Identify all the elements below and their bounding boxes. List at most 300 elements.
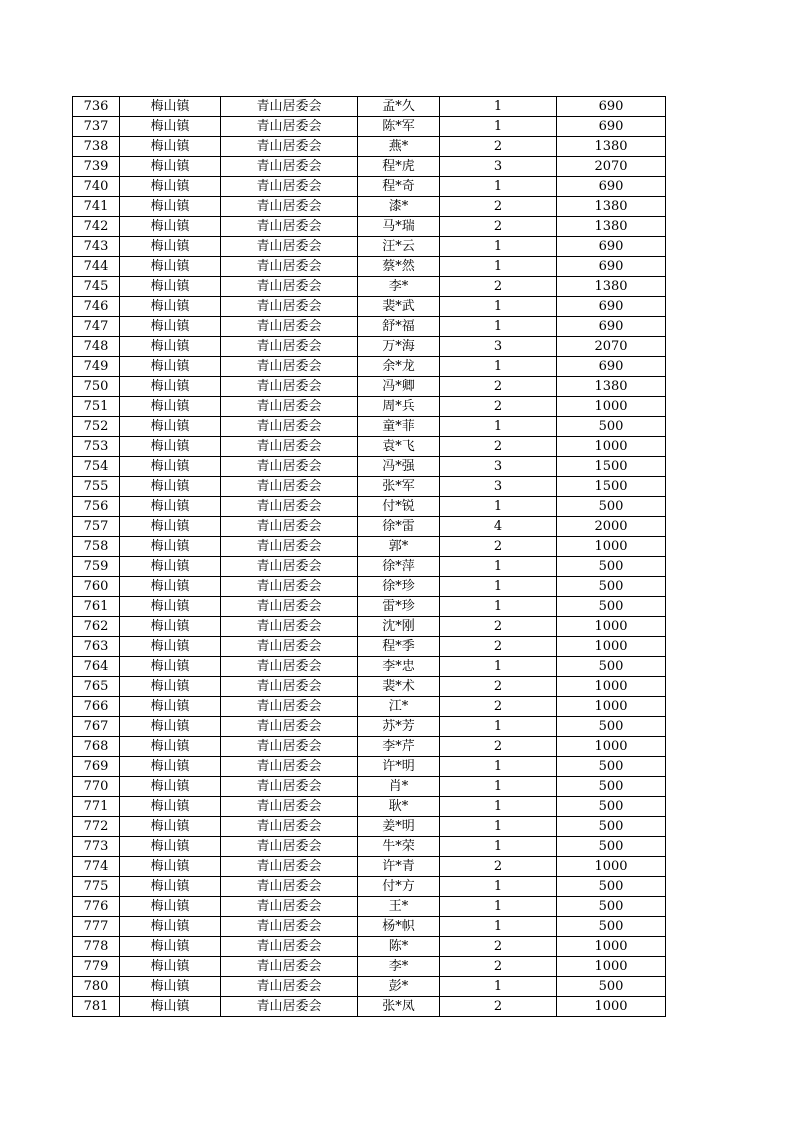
household-count-cell: 3 bbox=[440, 457, 557, 477]
committee-cell: 青山居委会 bbox=[221, 217, 358, 237]
committee-cell: 青山居委会 bbox=[221, 437, 358, 457]
household-count-cell: 1 bbox=[440, 977, 557, 997]
table-row bbox=[73, 317, 666, 337]
household-count-cell: 2 bbox=[440, 637, 557, 657]
town-cell: 梅山镇 bbox=[120, 537, 221, 557]
committee-cell: 青山居委会 bbox=[221, 817, 358, 837]
name-cell: 徐*珍 bbox=[358, 577, 440, 597]
town-cell: 梅山镇 bbox=[120, 557, 221, 577]
town-cell: 梅山镇 bbox=[120, 297, 221, 317]
household-count-cell: 1 bbox=[440, 717, 557, 737]
household-count-cell: 1 bbox=[440, 297, 557, 317]
serial-number-cell: 746 bbox=[73, 297, 120, 317]
serial-number-cell: 763 bbox=[73, 637, 120, 657]
household-count-cell: 1 bbox=[440, 577, 557, 597]
serial-number-cell: 738 bbox=[73, 137, 120, 157]
household-count-cell: 2 bbox=[440, 397, 557, 417]
table-row bbox=[73, 577, 666, 597]
amount-cell: 1000 bbox=[557, 397, 666, 417]
household-count-cell: 1 bbox=[440, 117, 557, 137]
household-count-cell: 2 bbox=[440, 737, 557, 757]
household-count-cell: 2 bbox=[440, 697, 557, 717]
name-cell: 许*青 bbox=[358, 857, 440, 877]
name-cell: 周*兵 bbox=[358, 397, 440, 417]
table-row bbox=[73, 217, 666, 237]
amount-cell: 1000 bbox=[557, 857, 666, 877]
household-count-cell: 1 bbox=[440, 237, 557, 257]
amount-cell: 500 bbox=[557, 777, 666, 797]
amount-cell: 1380 bbox=[557, 217, 666, 237]
table-row bbox=[73, 557, 666, 577]
name-cell: 汪*云 bbox=[358, 237, 440, 257]
amount-cell: 2070 bbox=[557, 157, 666, 177]
table-row bbox=[73, 397, 666, 417]
amount-cell: 500 bbox=[557, 577, 666, 597]
town-cell: 梅山镇 bbox=[120, 857, 221, 877]
roster-table bbox=[72, 96, 666, 1017]
household-count-cell: 1 bbox=[440, 877, 557, 897]
table-row bbox=[73, 137, 666, 157]
town-cell: 梅山镇 bbox=[120, 97, 221, 117]
amount-cell: 500 bbox=[557, 897, 666, 917]
town-cell: 梅山镇 bbox=[120, 957, 221, 977]
amount-cell: 1500 bbox=[557, 477, 666, 497]
table-row bbox=[73, 997, 666, 1017]
town-cell: 梅山镇 bbox=[120, 177, 221, 197]
town-cell: 梅山镇 bbox=[120, 157, 221, 177]
serial-number-cell: 752 bbox=[73, 417, 120, 437]
table-row bbox=[73, 517, 666, 537]
town-cell: 梅山镇 bbox=[120, 277, 221, 297]
serial-number-cell: 765 bbox=[73, 677, 120, 697]
amount-cell: 1380 bbox=[557, 137, 666, 157]
serial-number-cell: 747 bbox=[73, 317, 120, 337]
household-count-cell: 1 bbox=[440, 497, 557, 517]
name-cell: 牛*荣 bbox=[358, 837, 440, 857]
amount-cell: 500 bbox=[557, 497, 666, 517]
amount-cell: 2070 bbox=[557, 337, 666, 357]
serial-number-cell: 741 bbox=[73, 197, 120, 217]
table-row bbox=[73, 497, 666, 517]
amount-cell: 1000 bbox=[557, 617, 666, 637]
amount-cell: 500 bbox=[557, 797, 666, 817]
amount-cell: 500 bbox=[557, 917, 666, 937]
committee-cell: 青山居委会 bbox=[221, 477, 358, 497]
serial-number-cell: 772 bbox=[73, 817, 120, 837]
committee-cell: 青山居委会 bbox=[221, 517, 358, 537]
amount-cell: 500 bbox=[557, 977, 666, 997]
table-row bbox=[73, 677, 666, 697]
amount-cell: 1000 bbox=[557, 957, 666, 977]
town-cell: 梅山镇 bbox=[120, 737, 221, 757]
household-count-cell: 1 bbox=[440, 897, 557, 917]
serial-number-cell: 739 bbox=[73, 157, 120, 177]
name-cell: 雷*珍 bbox=[358, 597, 440, 617]
amount-cell: 690 bbox=[557, 257, 666, 277]
amount-cell: 500 bbox=[557, 557, 666, 577]
committee-cell: 青山居委会 bbox=[221, 617, 358, 637]
committee-cell: 青山居委会 bbox=[221, 757, 358, 777]
table-row bbox=[73, 897, 666, 917]
serial-number-cell: 777 bbox=[73, 917, 120, 937]
household-count-cell: 1 bbox=[440, 657, 557, 677]
committee-cell: 青山居委会 bbox=[221, 277, 358, 297]
town-cell: 梅山镇 bbox=[120, 697, 221, 717]
serial-number-cell: 779 bbox=[73, 957, 120, 977]
serial-number-cell: 773 bbox=[73, 837, 120, 857]
household-count-cell: 1 bbox=[440, 97, 557, 117]
town-cell: 梅山镇 bbox=[120, 797, 221, 817]
household-count-cell: 3 bbox=[440, 477, 557, 497]
amount-cell: 690 bbox=[557, 237, 666, 257]
town-cell: 梅山镇 bbox=[120, 217, 221, 237]
town-cell: 梅山镇 bbox=[120, 997, 221, 1017]
town-cell: 梅山镇 bbox=[120, 917, 221, 937]
serial-number-cell: 761 bbox=[73, 597, 120, 617]
document-page bbox=[72, 96, 666, 1017]
name-cell: 沈*刚 bbox=[358, 617, 440, 637]
town-cell: 梅山镇 bbox=[120, 757, 221, 777]
name-cell: 冯*强 bbox=[358, 457, 440, 477]
name-cell: 彭* bbox=[358, 977, 440, 997]
household-count-cell: 1 bbox=[440, 597, 557, 617]
committee-cell: 青山居委会 bbox=[221, 177, 358, 197]
town-cell: 梅山镇 bbox=[120, 337, 221, 357]
household-count-cell: 1 bbox=[440, 817, 557, 837]
name-cell: 付*锐 bbox=[358, 497, 440, 517]
name-cell: 程*奇 bbox=[358, 177, 440, 197]
committee-cell: 青山居委会 bbox=[221, 657, 358, 677]
serial-number-cell: 769 bbox=[73, 757, 120, 777]
table-row bbox=[73, 957, 666, 977]
name-cell: 冯*卿 bbox=[358, 377, 440, 397]
committee-cell: 青山居委会 bbox=[221, 117, 358, 137]
name-cell: 江* bbox=[358, 697, 440, 717]
amount-cell: 1380 bbox=[557, 277, 666, 297]
name-cell: 燕* bbox=[358, 137, 440, 157]
serial-number-cell: 766 bbox=[73, 697, 120, 717]
name-cell: 肖* bbox=[358, 777, 440, 797]
household-count-cell: 2 bbox=[440, 537, 557, 557]
table-row bbox=[73, 617, 666, 637]
amount-cell: 1000 bbox=[557, 937, 666, 957]
household-count-cell: 1 bbox=[440, 797, 557, 817]
household-count-cell: 2 bbox=[440, 217, 557, 237]
committee-cell: 青山居委会 bbox=[221, 457, 358, 477]
serial-number-cell: 762 bbox=[73, 617, 120, 637]
table-row bbox=[73, 417, 666, 437]
name-cell: 许*明 bbox=[358, 757, 440, 777]
name-cell: 李*芹 bbox=[358, 737, 440, 757]
household-count-cell: 1 bbox=[440, 837, 557, 857]
serial-number-cell: 754 bbox=[73, 457, 120, 477]
table-row bbox=[73, 157, 666, 177]
household-count-cell: 2 bbox=[440, 437, 557, 457]
committee-cell: 青山居委会 bbox=[221, 357, 358, 377]
household-count-cell: 1 bbox=[440, 177, 557, 197]
amount-cell: 500 bbox=[557, 837, 666, 857]
household-count-cell: 2 bbox=[440, 997, 557, 1017]
household-count-cell: 1 bbox=[440, 317, 557, 337]
name-cell: 马*瑞 bbox=[358, 217, 440, 237]
town-cell: 梅山镇 bbox=[120, 657, 221, 677]
serial-number-cell: 780 bbox=[73, 977, 120, 997]
table-row bbox=[73, 977, 666, 997]
town-cell: 梅山镇 bbox=[120, 197, 221, 217]
amount-cell: 690 bbox=[557, 177, 666, 197]
table-row bbox=[73, 277, 666, 297]
amount-cell: 500 bbox=[557, 757, 666, 777]
household-count-cell: 1 bbox=[440, 757, 557, 777]
town-cell: 梅山镇 bbox=[120, 437, 221, 457]
table-row bbox=[73, 637, 666, 657]
amount-cell: 500 bbox=[557, 817, 666, 837]
amount-cell: 1000 bbox=[557, 637, 666, 657]
committee-cell: 青山居委会 bbox=[221, 157, 358, 177]
name-cell: 裴*武 bbox=[358, 297, 440, 317]
serial-number-cell: 740 bbox=[73, 177, 120, 197]
committee-cell: 青山居委会 bbox=[221, 257, 358, 277]
name-cell: 万*海 bbox=[358, 337, 440, 357]
serial-number-cell: 737 bbox=[73, 117, 120, 137]
name-cell: 张*凤 bbox=[358, 997, 440, 1017]
serial-number-cell: 758 bbox=[73, 537, 120, 557]
household-count-cell: 2 bbox=[440, 617, 557, 637]
name-cell: 徐*萍 bbox=[358, 557, 440, 577]
town-cell: 梅山镇 bbox=[120, 677, 221, 697]
amount-cell: 690 bbox=[557, 97, 666, 117]
committee-cell: 青山居委会 bbox=[221, 297, 358, 317]
committee-cell: 青山居委会 bbox=[221, 337, 358, 357]
serial-number-cell: 760 bbox=[73, 577, 120, 597]
committee-cell: 青山居委会 bbox=[221, 797, 358, 817]
amount-cell: 1380 bbox=[557, 377, 666, 397]
household-count-cell: 1 bbox=[440, 777, 557, 797]
amount-cell: 500 bbox=[557, 597, 666, 617]
table-row bbox=[73, 437, 666, 457]
name-cell: 童*菲 bbox=[358, 417, 440, 437]
serial-number-cell: 774 bbox=[73, 857, 120, 877]
town-cell: 梅山镇 bbox=[120, 877, 221, 897]
town-cell: 梅山镇 bbox=[120, 237, 221, 257]
roster-table-body bbox=[73, 97, 666, 1017]
committee-cell: 青山居委会 bbox=[221, 977, 358, 997]
household-count-cell: 2 bbox=[440, 137, 557, 157]
name-cell: 漆* bbox=[358, 197, 440, 217]
committee-cell: 青山居委会 bbox=[221, 577, 358, 597]
committee-cell: 青山居委会 bbox=[221, 637, 358, 657]
town-cell: 梅山镇 bbox=[120, 597, 221, 617]
name-cell: 陈*军 bbox=[358, 117, 440, 137]
name-cell: 郭* bbox=[358, 537, 440, 557]
serial-number-cell: 736 bbox=[73, 97, 120, 117]
table-row bbox=[73, 177, 666, 197]
committee-cell: 青山居委会 bbox=[221, 897, 358, 917]
serial-number-cell: 768 bbox=[73, 737, 120, 757]
committee-cell: 青山居委会 bbox=[221, 497, 358, 517]
town-cell: 梅山镇 bbox=[120, 457, 221, 477]
committee-cell: 青山居委会 bbox=[221, 917, 358, 937]
serial-number-cell: 771 bbox=[73, 797, 120, 817]
serial-number-cell: 751 bbox=[73, 397, 120, 417]
serial-number-cell: 753 bbox=[73, 437, 120, 457]
committee-cell: 青山居委会 bbox=[221, 417, 358, 437]
name-cell: 付*方 bbox=[358, 877, 440, 897]
household-count-cell: 2 bbox=[440, 197, 557, 217]
name-cell: 王* bbox=[358, 897, 440, 917]
town-cell: 梅山镇 bbox=[120, 357, 221, 377]
town-cell: 梅山镇 bbox=[120, 477, 221, 497]
serial-number-cell: 742 bbox=[73, 217, 120, 237]
name-cell: 李* bbox=[358, 957, 440, 977]
table-row bbox=[73, 97, 666, 117]
household-count-cell: 1 bbox=[440, 557, 557, 577]
town-cell: 梅山镇 bbox=[120, 517, 221, 537]
household-count-cell: 2 bbox=[440, 377, 557, 397]
committee-cell: 青山居委会 bbox=[221, 837, 358, 857]
amount-cell: 1000 bbox=[557, 677, 666, 697]
town-cell: 梅山镇 bbox=[120, 637, 221, 657]
table-row bbox=[73, 777, 666, 797]
table-row bbox=[73, 917, 666, 937]
committee-cell: 青山居委会 bbox=[221, 597, 358, 617]
household-count-cell: 4 bbox=[440, 517, 557, 537]
serial-number-cell: 757 bbox=[73, 517, 120, 537]
town-cell: 梅山镇 bbox=[120, 397, 221, 417]
town-cell: 梅山镇 bbox=[120, 497, 221, 517]
table-row bbox=[73, 817, 666, 837]
amount-cell: 690 bbox=[557, 297, 666, 317]
town-cell: 梅山镇 bbox=[120, 717, 221, 737]
town-cell: 梅山镇 bbox=[120, 417, 221, 437]
table-row bbox=[73, 117, 666, 137]
name-cell: 徐*雷 bbox=[358, 517, 440, 537]
amount-cell: 500 bbox=[557, 417, 666, 437]
name-cell: 李*忠 bbox=[358, 657, 440, 677]
amount-cell: 500 bbox=[557, 657, 666, 677]
name-cell: 蔡*然 bbox=[358, 257, 440, 277]
amount-cell: 2000 bbox=[557, 517, 666, 537]
amount-cell: 1000 bbox=[557, 437, 666, 457]
amount-cell: 690 bbox=[557, 117, 666, 137]
table-row bbox=[73, 857, 666, 877]
name-cell: 舒*福 bbox=[358, 317, 440, 337]
town-cell: 梅山镇 bbox=[120, 777, 221, 797]
household-count-cell: 2 bbox=[440, 937, 557, 957]
committee-cell: 青山居委会 bbox=[221, 137, 358, 157]
committee-cell: 青山居委会 bbox=[221, 197, 358, 217]
committee-cell: 青山居委会 bbox=[221, 557, 358, 577]
town-cell: 梅山镇 bbox=[120, 937, 221, 957]
serial-number-cell: 755 bbox=[73, 477, 120, 497]
serial-number-cell: 778 bbox=[73, 937, 120, 957]
table-row bbox=[73, 797, 666, 817]
town-cell: 梅山镇 bbox=[120, 377, 221, 397]
town-cell: 梅山镇 bbox=[120, 817, 221, 837]
serial-number-cell: 744 bbox=[73, 257, 120, 277]
serial-number-cell: 775 bbox=[73, 877, 120, 897]
amount-cell: 690 bbox=[557, 317, 666, 337]
committee-cell: 青山居委会 bbox=[221, 697, 358, 717]
name-cell: 孟*久 bbox=[358, 97, 440, 117]
committee-cell: 青山居委会 bbox=[221, 777, 358, 797]
committee-cell: 青山居委会 bbox=[221, 877, 358, 897]
table-row bbox=[73, 837, 666, 857]
household-count-cell: 2 bbox=[440, 277, 557, 297]
serial-number-cell: 764 bbox=[73, 657, 120, 677]
household-count-cell: 1 bbox=[440, 357, 557, 377]
name-cell: 程*季 bbox=[358, 637, 440, 657]
town-cell: 梅山镇 bbox=[120, 317, 221, 337]
committee-cell: 青山居委会 bbox=[221, 937, 358, 957]
amount-cell: 1500 bbox=[557, 457, 666, 477]
name-cell: 杨*帜 bbox=[358, 917, 440, 937]
amount-cell: 1000 bbox=[557, 697, 666, 717]
serial-number-cell: 745 bbox=[73, 277, 120, 297]
committee-cell: 青山居委会 bbox=[221, 377, 358, 397]
table-row bbox=[73, 457, 666, 477]
name-cell: 余*龙 bbox=[358, 357, 440, 377]
serial-number-cell: 776 bbox=[73, 897, 120, 917]
serial-number-cell: 748 bbox=[73, 337, 120, 357]
amount-cell: 500 bbox=[557, 717, 666, 737]
amount-cell: 1380 bbox=[557, 197, 666, 217]
table-row bbox=[73, 297, 666, 317]
table-row bbox=[73, 257, 666, 277]
household-count-cell: 1 bbox=[440, 417, 557, 437]
amount-cell: 500 bbox=[557, 877, 666, 897]
town-cell: 梅山镇 bbox=[120, 257, 221, 277]
table-row bbox=[73, 697, 666, 717]
serial-number-cell: 743 bbox=[73, 237, 120, 257]
name-cell: 裴*术 bbox=[358, 677, 440, 697]
amount-cell: 1000 bbox=[557, 737, 666, 757]
table-row bbox=[73, 717, 666, 737]
household-count-cell: 2 bbox=[440, 857, 557, 877]
household-count-cell: 2 bbox=[440, 677, 557, 697]
table-row bbox=[73, 237, 666, 257]
household-count-cell: 1 bbox=[440, 917, 557, 937]
table-row bbox=[73, 877, 666, 897]
name-cell: 李* bbox=[358, 277, 440, 297]
committee-cell: 青山居委会 bbox=[221, 737, 358, 757]
amount-cell: 690 bbox=[557, 357, 666, 377]
table-row bbox=[73, 597, 666, 617]
table-row bbox=[73, 537, 666, 557]
table-row bbox=[73, 477, 666, 497]
committee-cell: 青山居委会 bbox=[221, 537, 358, 557]
town-cell: 梅山镇 bbox=[120, 897, 221, 917]
household-count-cell: 1 bbox=[440, 257, 557, 277]
town-cell: 梅山镇 bbox=[120, 577, 221, 597]
table-row bbox=[73, 657, 666, 677]
serial-number-cell: 781 bbox=[73, 997, 120, 1017]
amount-cell: 1000 bbox=[557, 997, 666, 1017]
town-cell: 梅山镇 bbox=[120, 117, 221, 137]
committee-cell: 青山居委会 bbox=[221, 237, 358, 257]
table-row bbox=[73, 937, 666, 957]
name-cell: 耿* bbox=[358, 797, 440, 817]
serial-number-cell: 767 bbox=[73, 717, 120, 737]
committee-cell: 青山居委会 bbox=[221, 717, 358, 737]
committee-cell: 青山居委会 bbox=[221, 997, 358, 1017]
name-cell: 袁*飞 bbox=[358, 437, 440, 457]
committee-cell: 青山居委会 bbox=[221, 957, 358, 977]
name-cell: 姜*明 bbox=[358, 817, 440, 837]
town-cell: 梅山镇 bbox=[120, 977, 221, 997]
table-row bbox=[73, 757, 666, 777]
serial-number-cell: 749 bbox=[73, 357, 120, 377]
